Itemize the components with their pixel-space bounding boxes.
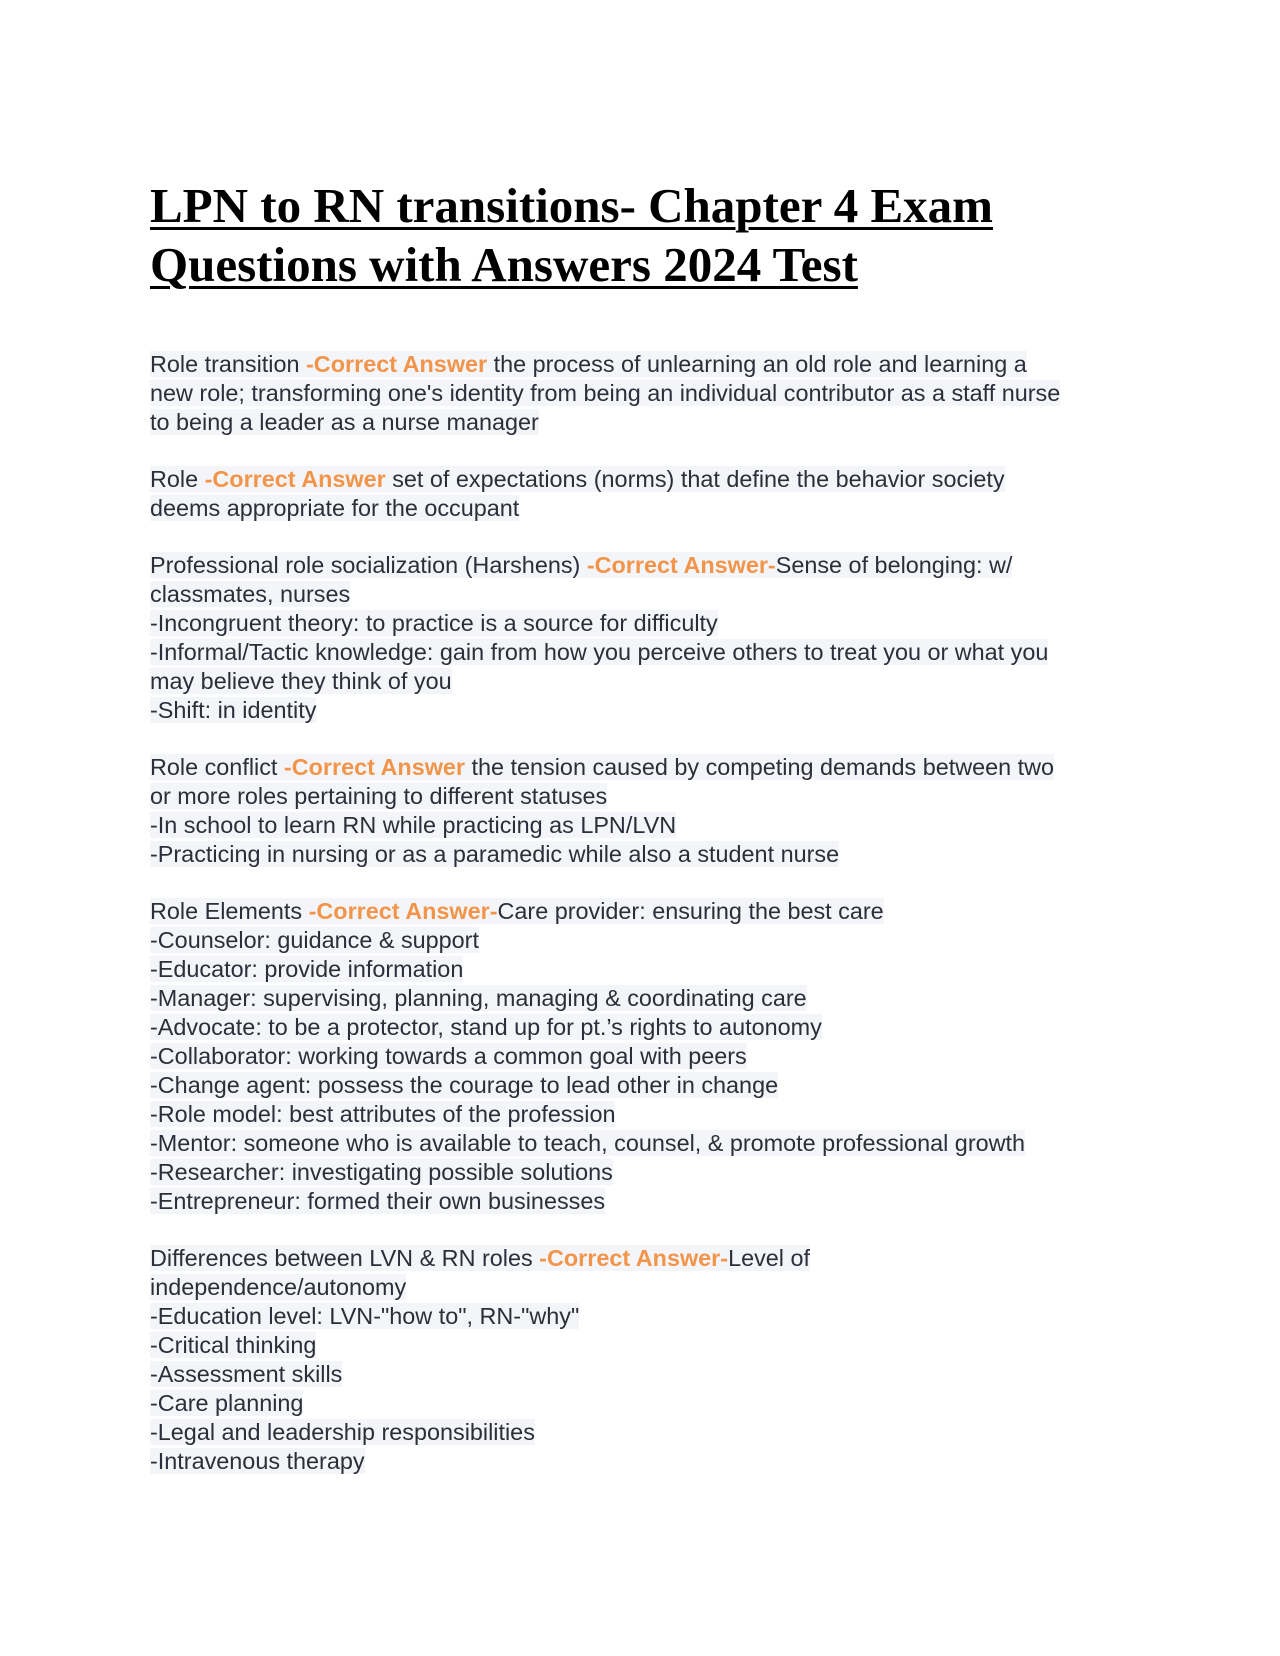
qa-answer-line	[150, 1360, 1140, 1389]
highlighted-text	[150, 697, 316, 723]
highlighted-text	[150, 783, 607, 809]
qa-term-line	[150, 753, 1140, 782]
answer-text: -Advocate: to be a protector, stand up for pt.’s rights to autonomy	[150, 1014, 822, 1040]
qa-answer-line	[150, 1302, 1140, 1331]
qa-answer-line	[150, 926, 1140, 955]
answer-text: new role; transforming one's identity from being an individual contributor as a staff nurse	[150, 380, 1061, 406]
qa-term-line	[150, 1244, 1140, 1273]
correct-answer-label: -Correct Answer	[283, 754, 466, 780]
qa-answer-line	[150, 1158, 1140, 1187]
highlighted-text	[150, 639, 1048, 665]
answer-text: Care provider: ensuring the best care	[497, 898, 884, 924]
answer-text: -Entrepreneur: formed their own businesses	[150, 1188, 606, 1214]
answer-text: -Role model: best attributes of the profession	[150, 1101, 616, 1127]
document-title-line-1: LPN to RN transitions- Chapter 4 Exam	[150, 178, 993, 233]
answer-text: -Education level: LVN-"how to", RN-"why"	[150, 1303, 580, 1329]
highlighted-text	[150, 1245, 810, 1271]
highlighted-text	[150, 841, 839, 867]
highlighted-text	[150, 581, 350, 607]
correct-answer-label: -Correct Answer	[204, 466, 386, 492]
answer-text: Sense of belonging: w/	[775, 552, 1013, 578]
answer-text: -Change agent: possess the courage to lead other in change	[150, 1072, 779, 1098]
answer-text: -Manager: supervising, planning, managing & coordinating care	[150, 985, 807, 1011]
answer-text: -Legal and leadership responsibilities	[150, 1419, 535, 1445]
answer-text: -Mentor: someone who is available to teach, counsel, & promote professional growth	[150, 1130, 1026, 1156]
highlighted-text	[150, 610, 718, 636]
answer-text: -Shift: in identity	[150, 697, 317, 723]
qa-answer-line	[150, 782, 1140, 811]
question-term: Role conflict	[150, 754, 284, 780]
question-term: Role Elements	[150, 898, 309, 924]
qa-term-line	[150, 897, 1140, 926]
answer-text: the tension caused by competing demands between two	[465, 754, 1055, 780]
highlighted-text	[150, 668, 452, 694]
qa-answer-line	[150, 379, 1140, 408]
qa-term-line	[150, 465, 1140, 494]
qa-answer-line	[150, 1389, 1140, 1418]
answer-text: -Critical thinking	[150, 1332, 317, 1358]
highlighted-text	[150, 1361, 342, 1387]
qa-entry	[150, 350, 1140, 437]
document-page	[150, 176, 1140, 1504]
answer-text: -In school to learn RN while practicing as LPN/LVN	[150, 812, 677, 838]
question-term: Differences between LVN & RN roles	[150, 1245, 540, 1271]
answer-text: deems appropriate for the occupant	[150, 495, 520, 521]
highlighted-text	[150, 466, 1005, 492]
qa-entry	[150, 465, 1140, 523]
qa-answer-line	[150, 1447, 1140, 1476]
answer-text: classmates, nurses	[150, 581, 351, 607]
qa-answer-line	[150, 1100, 1140, 1129]
highlighted-text	[150, 1014, 822, 1040]
qa-answer-line	[150, 1013, 1140, 1042]
qa-entry	[150, 1244, 1140, 1476]
highlighted-text	[150, 1188, 605, 1214]
qa-term-line	[150, 350, 1140, 379]
document-title-line-2: Questions with Answers 2024 Test	[150, 237, 858, 292]
answer-text: the process of unlearning an old role and learning a	[487, 351, 1027, 377]
qa-answer-line	[150, 840, 1140, 869]
highlighted-text	[150, 1448, 365, 1474]
qa-answer-line	[150, 984, 1140, 1013]
document-title	[150, 176, 1140, 294]
highlighted-text	[150, 1130, 1025, 1156]
qa-answer-line	[150, 1331, 1140, 1360]
answer-text: Level of	[728, 1245, 810, 1271]
highlighted-text	[150, 1072, 778, 1098]
question-term: Role transition	[150, 351, 307, 377]
qa-answer-line	[150, 1129, 1140, 1158]
highlighted-text	[150, 1419, 535, 1445]
answer-text: -Informal/Tactic knowledge: gain from how you perceive others to treat you or what you	[150, 639, 1049, 665]
answer-text: -Researcher: investigating possible solutions	[150, 1159, 613, 1185]
qa-entries	[150, 350, 1140, 1476]
correct-answer-label: -Correct Answer-	[308, 898, 498, 924]
qa-answer-line	[150, 811, 1140, 840]
highlighted-text	[150, 985, 807, 1011]
qa-entry	[150, 551, 1140, 725]
highlighted-text	[150, 1159, 613, 1185]
qa-answer-line	[150, 1187, 1140, 1216]
answer-text: -Counselor: guidance & support	[150, 927, 479, 953]
qa-entry	[150, 753, 1140, 869]
qa-answer-line	[150, 1418, 1140, 1447]
qa-answer-line	[150, 667, 1140, 696]
answer-text: or more roles pertaining to different statuses	[150, 783, 608, 809]
answer-text: independence/autonomy	[150, 1274, 407, 1300]
answer-text: set of expectations (norms) that define the behavior society	[385, 466, 1005, 492]
highlighted-text	[150, 754, 1054, 780]
answer-text: -Educator: provide information	[150, 956, 464, 982]
highlighted-text	[150, 1390, 303, 1416]
highlighted-text	[150, 409, 539, 435]
highlighted-text	[150, 1303, 579, 1329]
question-term: Role	[150, 466, 205, 492]
qa-answer-line	[150, 408, 1140, 437]
answer-text: -Care planning	[150, 1390, 304, 1416]
answer-text: -Incongruent theory: to practice is a source for difficulty	[150, 610, 718, 636]
answer-text: to being a leader as a nurse manager	[150, 409, 539, 435]
highlighted-text	[150, 495, 519, 521]
qa-answer-line	[150, 1071, 1140, 1100]
highlighted-text	[150, 1274, 406, 1300]
highlighted-text	[150, 956, 463, 982]
qa-answer-line	[150, 696, 1140, 725]
highlighted-text	[150, 380, 1060, 406]
highlighted-text	[150, 1043, 747, 1069]
question-term: Professional role socialization (Harshens)	[150, 552, 587, 578]
qa-answer-line	[150, 580, 1140, 609]
qa-answer-line	[150, 609, 1140, 638]
qa-answer-line	[150, 638, 1140, 667]
highlighted-text	[150, 812, 676, 838]
answer-text: may believe they think of you	[150, 668, 452, 694]
qa-answer-line	[150, 955, 1140, 984]
correct-answer-label: -Correct Answer	[306, 351, 488, 377]
highlighted-text	[150, 1332, 316, 1358]
qa-answer-line	[150, 1042, 1140, 1071]
qa-entry	[150, 897, 1140, 1216]
correct-answer-label: -Correct Answer-	[539, 1245, 729, 1271]
highlighted-text	[150, 898, 884, 924]
answer-text: -Practicing in nursing or as a paramedic while also a student nurse	[150, 841, 840, 867]
highlighted-text	[150, 1101, 615, 1127]
highlighted-text	[150, 351, 1027, 377]
answer-text: -Assessment skills	[150, 1361, 343, 1387]
highlighted-text	[150, 552, 1012, 578]
qa-term-line	[150, 551, 1140, 580]
answer-text: -Collaborator: working towards a common goal with peers	[150, 1043, 747, 1069]
qa-answer-line	[150, 1273, 1140, 1302]
correct-answer-label: -Correct Answer-	[586, 552, 776, 578]
highlighted-text	[150, 927, 479, 953]
answer-text: -Intravenous therapy	[150, 1448, 365, 1474]
qa-answer-line	[150, 494, 1140, 523]
